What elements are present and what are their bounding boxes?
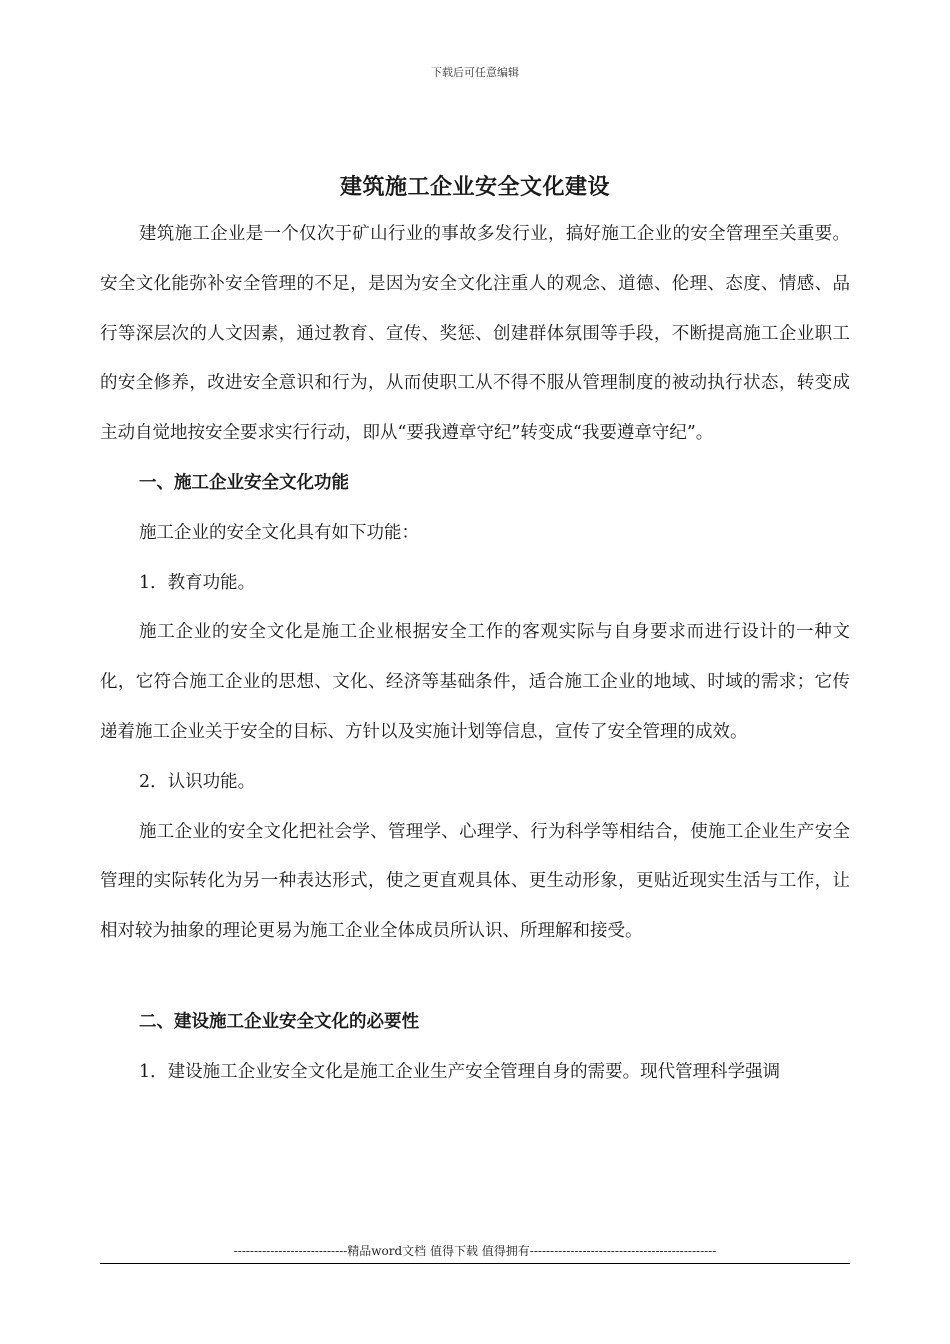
page-footer: ----------------------------精品word文档 值得下载 值得拥有---------------------------------------------- xyxy=(233,1244,717,1258)
section-2-item-1-text: 1．建设施工企业安全文化是施工企业生产安全管理自身的需要。现代管理科学强调 xyxy=(139,1061,781,1082)
paragraph-spacer xyxy=(100,957,850,998)
section-1-item-2-label: 2．认识功能。 xyxy=(139,771,256,792)
section-1-heading: 一、施工企业安全文化功能 xyxy=(139,472,349,493)
section-1-lead: 施工企业的安全文化具有如下功能： xyxy=(139,522,419,543)
footer-divider xyxy=(100,1263,850,1264)
section-2-heading: 二、建设施工企业安全文化的必要性 xyxy=(139,1011,419,1032)
document-body xyxy=(100,210,850,1098)
document-title: 建筑施工企业安全文化建设 xyxy=(339,174,610,200)
page-header: 下载后可任意编辑 xyxy=(431,66,519,79)
section-1-item-2-text: 施工企业的安全文化把社会学、管理学、心理学、行为科学等相结合，使施工企业生产安全管理的实际转化为另一种表达形式，使之更直观具体、更生动形象，更贴近现实生活与工作，让相对较为抽象的理论更易为施工企业全体成员所认识、所理解和接受。 xyxy=(100,821,850,942)
intro-paragraph: 建筑施工企业是一个仅次于矿山行业的事故多发行业，搞好施工企业的安全管理至关重要。安全文化能弥补安全管理的不足，是因为安全文化注重人的观念、道德、伦理、态度、情感、品行等深层次的人文因素，通过教育、宣传、奖惩、创建群体氛围等手段，不断提高施工企业职工的安全修养，改进安全意识和行为，从而使职工从不得不服从管理制度的被动执行状态，转变成主动自觉地按安全要求实行行动，即从“要我遵章守纪”转变成“我要遵章守纪”。 xyxy=(100,224,850,444)
section-1-item-1-text: 施工企业的安全文化是施工企业根据安全工作的客观实际与自身要求而进行设计的一种文化，它符合施工企业的思想、文化、经济等基础条件，适合施工企业的地域、时域的需求；它传递着施工企业关于安全的目标、方针以及实施计划等信息，宣传了安全管理的成效。 xyxy=(100,622,850,742)
section-1-item-1-label: 1．教育功能。 xyxy=(139,572,256,593)
